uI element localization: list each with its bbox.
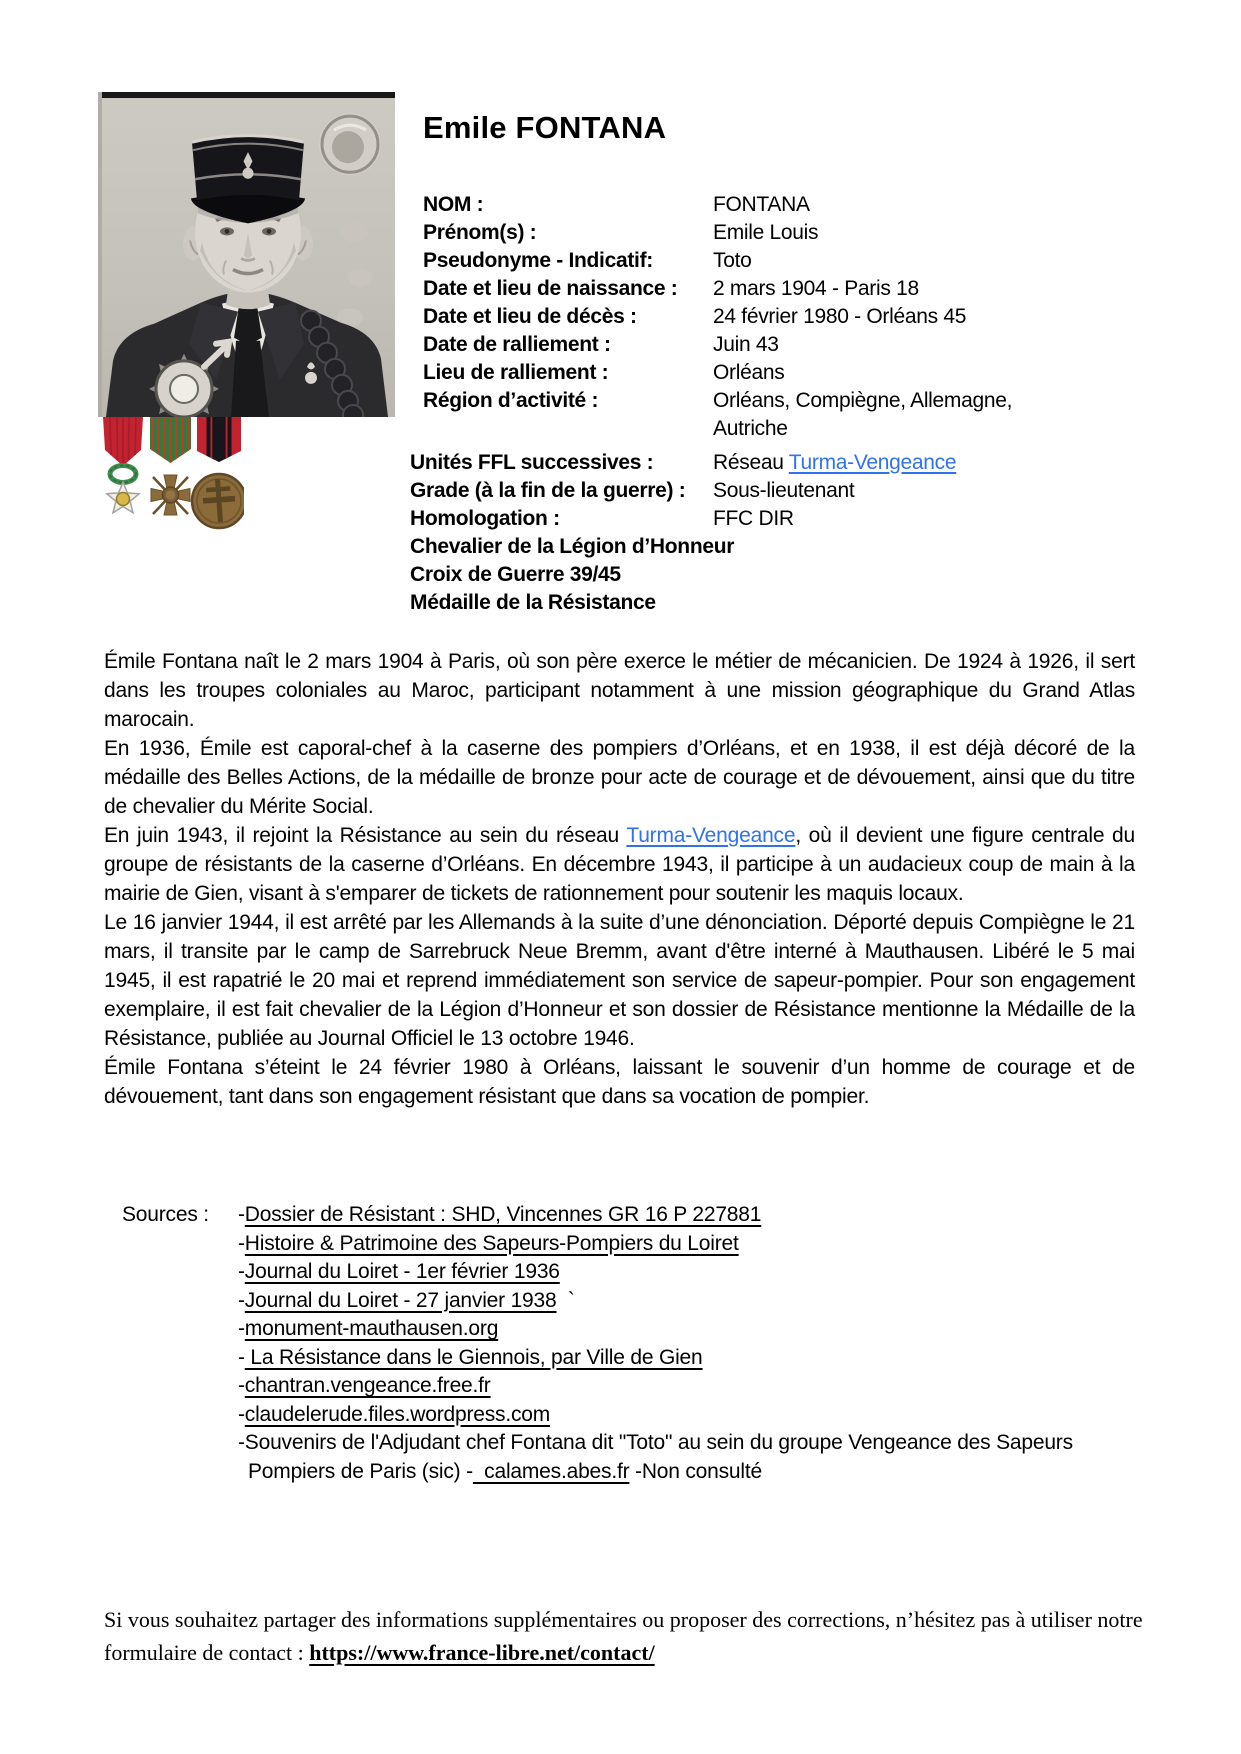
field-value: FONTANA <box>713 193 810 216</box>
photo-seal <box>319 113 381 175</box>
field-label: Grade (à la fin de la guerre) : <box>410 479 686 502</box>
source-item: -Souvenirs de l'Adjudant chef Fontana dit "Toto" au sein du groupe Vengeance des Sapeurs Pompiers de Paris (sic) - calames.abes.fr -Non consulté <box>238 1431 1079 1483</box>
info-row-unites-ffl <box>410 449 1078 477</box>
source-item: -Dossier de Résistant : SHD, Vincennes GR 16 P 227881 <box>238 1203 762 1226</box>
medaille-resistance-medal <box>192 417 244 528</box>
source-item: -Histoire & Patrimoine des Sapeurs-Pompiers du Loiret <box>238 1231 739 1255</box>
source-link[interactable]: monument-mauthausen.org <box>244 1317 499 1340</box>
source-link[interactable]: claudelerude.files.wordpress.com <box>244 1402 551 1426</box>
field-value: FFC DIR <box>713 507 794 530</box>
info-block <box>410 191 1078 617</box>
field-label: Date de ralliement : <box>423 333 611 356</box>
info-row-grade <box>410 477 1078 505</box>
paragraph-3: En juin 1943, il rejoint la Résistance au sein du réseau Turma-Vengeance, où il devient une figure centrale du groupe de résistants de la caserne d’Orléans. En décembre 1943, il participe à un audacieux coup de main à la mairie de Gien, visant à s'emparer de tickets de rationnement pour soutenir les maquis locaux. <box>104 824 1141 905</box>
page-title: Emile FONTANA <box>423 110 667 145</box>
info-row-pseudonyme <box>410 247 1078 275</box>
source-link[interactable]: La Résistance dans le Giennois, par Ville de Gien <box>244 1345 703 1369</box>
honor-medaille-resistance: Médaille de la Résistance <box>410 591 656 614</box>
paragraph-1: Émile Fontana naît le 2 mars 1904 à Paris, où son père exerce le métier de mécanicien. De 1924 à 1926, il sert dans les troupes coloniales au Maroc, participant notamment à une mission géographique du Grand Atlas marocain. <box>104 650 1141 731</box>
source-link[interactable]: Dossier de Résistant : SHD, Vincennes GR 16 P 227881 <box>244 1203 762 1226</box>
turma-vengeance-link-body[interactable]: Turma-Vengeance <box>626 824 796 847</box>
info-row-prenoms <box>410 219 1078 247</box>
medals-image <box>100 417 244 533</box>
field-value: Orléans <box>713 361 785 384</box>
field-label: Date et lieu de décès : <box>423 305 637 328</box>
source-link[interactable]: Journal du Loiret - 1er février 1936 <box>244 1260 560 1283</box>
field-value: Juin 43 <box>713 333 779 356</box>
paragraph-5: Émile Fontana s’éteint le 24 février 1980 à Orléans, laissant le souvenir d’un homme de courage et de dévouement, tant dans son engagement résistant que dans sa vocation de pompier. <box>104 1056 1141 1108</box>
source-link[interactable]: Journal du Loiret - 27 janvier 1938 <box>244 1288 557 1312</box>
paragraph-2: En 1936, Émile est caporal-chef à la caserne des pompiers d’Orléans, et en 1938, il est déjà décoré de la médaille des Belles Actions, de la médaille de bronze pour acte de courage et de dévouement, ainsi que du titre de chevalier du Mérite Social. <box>104 737 1141 818</box>
field-value: 24 février 1980 - Orléans 45 <box>713 305 967 328</box>
field-label: Homologation : <box>410 507 560 530</box>
sources-list <box>238 1201 1141 1486</box>
field-label: Pseudonyme - Indicatif: <box>423 249 653 272</box>
contact-link[interactable]: https://www.france-libre.net/contact/ <box>309 1639 655 1665</box>
contact-footer <box>104 1604 1150 1669</box>
field-label: NOM : <box>423 193 484 216</box>
field-value: Sous-lieutenant <box>713 479 855 502</box>
source-item: -Journal du Loiret - 1er février 1936 <box>238 1260 560 1283</box>
source-item: -monument-mauthausen.org <box>238 1317 499 1340</box>
field-value: Orléans, Compiègne, Allemagne, Autriche <box>713 389 1017 440</box>
field-label: Prénom(s) : <box>423 221 537 244</box>
legion-honneur-medal <box>103 417 143 513</box>
field-label: Région d’activité : <box>423 389 599 412</box>
info-row-nom <box>410 191 1078 219</box>
source-link[interactable]: Histoire & Patrimoine des Sapeurs-Pompiers du Loiret <box>244 1231 739 1255</box>
field-value: Emile Louis <box>713 221 819 244</box>
source-link[interactable]: calames.abes.fr <box>472 1459 630 1483</box>
sources-section <box>104 1201 1141 1486</box>
paragraph-4: Le 16 janvier 1944, il est arrêté par les Allemands à la suite d’une dénonciation. Déporté depuis Compiègne le 21 mars, il transite par le camp de Sarrebruck Neue Bremm, avant d'être interné à Mauthausen. Libéré le 5 mai 1945, il est rapatrié le 20 mai et reprend immédiatement son service de sapeur-pompier. Pour son engagement exemplaire, il est fait chevalier de la Légion d’Honneur et son dossier de Résistance mentionne la Médaille de la Résistance, publiée au Journal Officiel le 13 octobre 1946. <box>104 911 1141 1050</box>
field-label: Unités FFL successives : <box>410 451 654 474</box>
honor-legion-honneur: Chevalier de la Légion d’Honneur <box>410 535 735 558</box>
info-row-region-activite <box>410 387 1078 443</box>
field-value: Toto <box>713 249 752 272</box>
croix-de-guerre-39-45-medal <box>150 417 191 515</box>
portrait-photo <box>98 92 395 417</box>
field-value: Réseau Turma-Vengeance <box>713 451 957 474</box>
source-item: -claudelerude.files.wordpress.com <box>238 1402 551 1426</box>
source-item: - La Résistance dans le Giennois, par Ville de Gien <box>238 1345 703 1369</box>
info-row-lieu-ralliement <box>410 359 1078 387</box>
medals-svg <box>100 417 244 533</box>
portrait-photo-image <box>98 92 395 417</box>
turma-vengeance-link[interactable]: Turma-Vengeance <box>788 451 957 474</box>
info-row-deces <box>410 303 1078 331</box>
footer-text: Si vous souhaitez partager des informations supplémentaires ou proposer des corrections, n’hésitez pas à utiliser notre formulaire de contact : <box>104 1607 1149 1665</box>
source-item: -chantran.vengeance.free.fr <box>238 1374 491 1397</box>
honor-croix-de-guerre: Croix de Guerre 39/45 <box>410 563 621 586</box>
sources-label: Sources : <box>122 1203 209 1226</box>
biography-text <box>104 647 1141 1111</box>
info-row-date-ralliement <box>410 331 1078 359</box>
field-value: 2 mars 1904 - Paris 18 <box>713 277 919 300</box>
source-link[interactable]: chantran.vengeance.free.fr <box>244 1374 491 1397</box>
field-label: Date et lieu de naissance : <box>423 277 678 300</box>
info-row-homologation <box>410 505 1078 533</box>
field-label: Lieu de ralliement : <box>423 361 609 384</box>
info-row-naissance <box>410 275 1078 303</box>
source-item: -Journal du Loiret - 27 janvier 1938 ` <box>238 1288 575 1312</box>
